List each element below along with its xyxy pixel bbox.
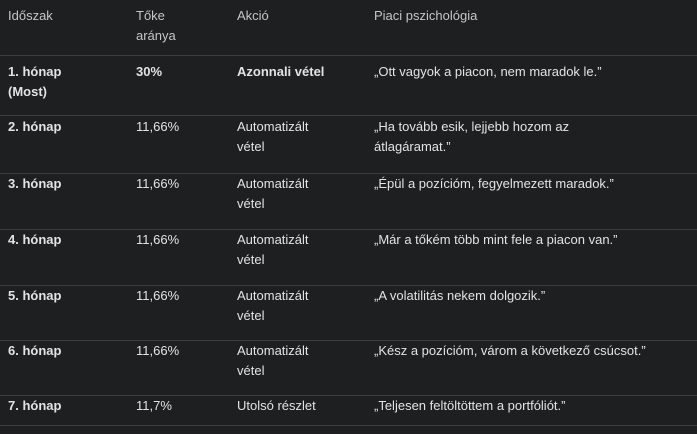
- table-row: [0, 62, 697, 116]
- psychology-cell-line: „Ha tovább esik, lejjebb hozom az: [374, 119, 570, 134]
- period-cell-line: 1. hónap: [8, 64, 62, 79]
- psychology-cell-line: „Már a tőkém több mint fele a piacon van.”: [374, 232, 618, 247]
- psychology-cell-line: „Kész a pozícióm, várom a következő csúcsot.”: [374, 343, 646, 358]
- capital-share-cell: 11,66%: [136, 232, 180, 247]
- period-cell: [8, 174, 118, 194]
- table-row: [0, 286, 697, 341]
- period-cell-line: 6. hónap: [8, 343, 62, 358]
- action-cell: [237, 396, 357, 416]
- action-cell-line: vétel: [237, 308, 265, 323]
- capital-share-cell: 11,66%: [136, 343, 180, 358]
- psychology-cell: [374, 174, 684, 194]
- action-cell-line: vétel: [237, 139, 265, 154]
- table-row: [0, 230, 697, 286]
- table-header-row: [0, 6, 697, 56]
- capital-share-cell: 11,66%: [136, 288, 180, 303]
- action-cell: [237, 286, 357, 326]
- psychology-cell: [374, 62, 684, 82]
- action-cell-line: vétel: [237, 252, 265, 267]
- table-row: [0, 117, 697, 174]
- psychology-cell: [374, 117, 684, 157]
- header-action: Akció: [237, 8, 269, 23]
- table-row: [0, 174, 697, 230]
- period-cell: [8, 286, 118, 306]
- period-cell: [8, 117, 118, 137]
- psychology-cell-line: „Épül a pozícióm, fegyelmezett maradok.”: [374, 176, 614, 191]
- period-cell-line: 5. hónap: [8, 288, 62, 303]
- capital-share-cell: 11,7%: [136, 398, 172, 413]
- header-market-psychology: Piaci pszichológia: [374, 8, 478, 23]
- table-row: [0, 341, 697, 396]
- period-cell-line: (Most): [8, 84, 47, 99]
- psychology-cell: [374, 230, 684, 250]
- capital-share-cell: 11,66%: [136, 176, 180, 191]
- action-cell-line: vétel: [237, 196, 265, 211]
- header-capital-share: [136, 6, 226, 46]
- action-cell-line: vétel: [237, 363, 265, 378]
- action-cell-line: Automatizált: [237, 119, 309, 134]
- action-cell-line: Utolsó részlet: [237, 398, 316, 413]
- action-cell: [237, 341, 357, 381]
- action-cell-line: Automatizált: [237, 288, 309, 303]
- action-cell: [237, 62, 357, 82]
- action-cell: [237, 230, 357, 270]
- psychology-cell-line: átlagáramat.”: [374, 139, 451, 154]
- table-row: [0, 396, 697, 426]
- psychology-cell-line: „Ott vagyok a piacon, nem maradok le.”: [374, 64, 602, 79]
- period-cell-line: 2. hónap: [8, 119, 62, 134]
- header-capital-share-line-2: aránya: [136, 28, 176, 43]
- capital-share-cell: 11,66%: [136, 119, 180, 134]
- period-cell-line: 3. hónap: [8, 176, 62, 191]
- psychology-cell: [374, 396, 684, 416]
- action-cell-line: Azonnali vétel: [237, 64, 325, 79]
- action-cell: [237, 174, 357, 214]
- period-cell: [8, 341, 118, 361]
- period-cell-line: 4. hónap: [8, 232, 62, 247]
- period-cell: [8, 62, 118, 102]
- period-cell-line: 7. hónap: [8, 398, 62, 413]
- capital-share-cell: 30%: [136, 64, 163, 79]
- psychology-cell: [374, 286, 684, 306]
- action-cell-line: Automatizált: [237, 176, 309, 191]
- psychology-cell-line: „A volatilitás nekem dolgozik.”: [374, 288, 546, 303]
- header-period: Időszak: [8, 8, 53, 23]
- action-cell-line: Automatizált: [237, 343, 309, 358]
- period-cell: [8, 230, 118, 250]
- action-cell-line: Automatizált: [237, 232, 309, 247]
- psychology-cell: [374, 341, 684, 361]
- header-capital-share-line-1: Tőke: [136, 8, 165, 23]
- period-cell: [8, 396, 118, 416]
- action-cell: [237, 117, 357, 157]
- psychology-cell-line: „Teljesen feltöltöttem a portfóliót.”: [374, 398, 566, 413]
